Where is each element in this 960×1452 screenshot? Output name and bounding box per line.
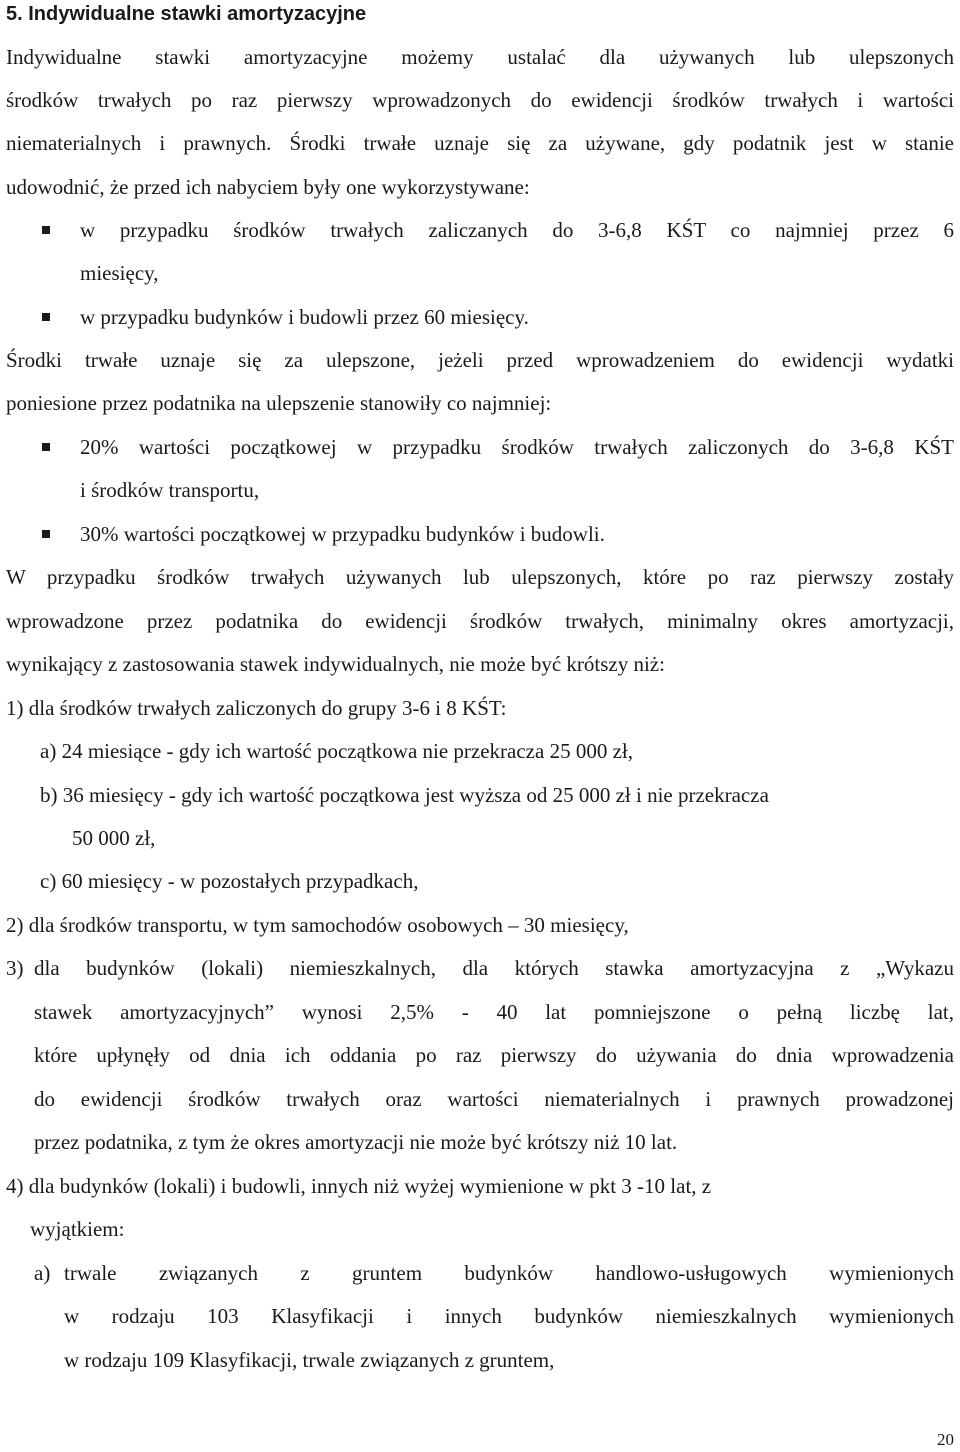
intro-line-4: udowodnić, że przed ich nabyciem były one wykorzystywane: bbox=[6, 175, 530, 199]
item-4-a-line-1: trwale związanych z gruntem budynków handlowo-usługowych wymienionych bbox=[64, 1261, 954, 1285]
item-1: 1) dla środków trwałych zaliczonych do grupy 3-6 i 8 KŚT: bbox=[6, 696, 507, 720]
minimum-intro-line-3: wynikający z zastosowania stawek indywidualnych, nie może być krótszy niż: bbox=[6, 652, 665, 676]
improved-bullet-1-line-1: 20% wartości początkowej w przypadku środków trwałych zaliczonych do 3-6,8 KŚT bbox=[80, 435, 954, 459]
item-3-line-1: dla budynków (lokali) niemieszkalnych, dla których stawka amortyzacyjna z „Wykazu bbox=[34, 956, 954, 980]
square-bullet-icon bbox=[42, 313, 50, 321]
square-bullet-icon bbox=[42, 226, 50, 234]
item-4-line-2: wyjątkiem: bbox=[30, 1217, 125, 1241]
intro-line-3: niematerialnych i prawnych. Środki trwałe uznaje się za używane, gdy podatnik jest w stanie bbox=[6, 131, 954, 155]
square-bullet-icon bbox=[42, 443, 50, 451]
intro-line-1: Indywidualne stawki amortyzacyjne możemy ustalać dla używanych lub ulepszonych bbox=[6, 45, 954, 69]
item-2: 2) dla środków transportu, w tym samochodów osobowych – 30 miesięcy, bbox=[6, 913, 629, 937]
item-4-line-1: 4) dla budynków (lokali) i budowli, innych niż wyżej wymienione w pkt 3 -10 lat, z bbox=[6, 1174, 712, 1198]
item-4-a-line-2: w rodzaju 103 Klasyfikacji i innych budynków niemieszkalnych wymienionych bbox=[64, 1304, 954, 1328]
improved-intro-line-2: poniesione przez podatnika na ulepszenie stanowiły co najmniej: bbox=[6, 391, 552, 415]
improved-bullet-2-line-1: 30% wartości początkowej w przypadku budynków i budowli. bbox=[80, 522, 605, 546]
item-3-label: 3) bbox=[6, 956, 24, 980]
intro-line-2: środków trwałych po raz pierwszy wprowadzonych do ewidencji środków trwałych i wartości bbox=[6, 88, 954, 112]
item-1-a: a) 24 miesiące - gdy ich wartość początkowa nie przekracza 25 000 zł, bbox=[40, 739, 633, 763]
item-1-b-line-1: b) 36 miesięcy - gdy ich wartość początkowa jest wyższa od 25 000 zł i nie przekracza bbox=[40, 783, 769, 807]
square-bullet-icon bbox=[42, 530, 50, 538]
minimum-intro-line-1: W przypadku środków trwałych używanych lub ulepszonych, które po raz pierwszy zostały bbox=[6, 565, 954, 589]
item-1-b-line-2: 50 000 zł, bbox=[72, 826, 156, 850]
item-3-line-3: które upłynęły od dnia ich oddania po raz pierwszy do używania do dnia wprowadzenia bbox=[34, 1043, 954, 1067]
minimum-intro-line-2: wprowadzone przez podatnika do ewidencji środków trwałych, minimalny okres amortyzacji, bbox=[6, 609, 954, 633]
used-bullet-1-line-1: w przypadku środków trwałych zaliczanych do 3-6,8 KŚT co najmniej przez 6 bbox=[80, 218, 954, 242]
item-3-line-5: przez podatnika, z tym że okres amortyzacji nie może być krótszy niż 10 lat. bbox=[34, 1130, 678, 1154]
page-number: 20 bbox=[937, 1430, 954, 1449]
item-1-c: c) 60 miesięcy - w pozostałych przypadkach, bbox=[40, 869, 419, 893]
improved-intro-line-1: Środki trwałe uznaje się za ulepszone, jeżeli przed wprowadzeniem do ewidencji wydatki bbox=[6, 348, 954, 372]
item-3-line-4: do ewidencji środków trwałych oraz wartości niematerialnych i prawnych prowadzonej bbox=[34, 1087, 954, 1111]
item-3-line-2: stawek amortyzacyjnych” wynosi 2,5% - 40 lat pomniejszone o pełną liczbę lat, bbox=[34, 1000, 954, 1024]
used-bullet-2-line-1: w przypadku budynków i budowli przez 60 miesięcy. bbox=[80, 305, 529, 329]
improved-bullet-1-line-2: i środków transportu, bbox=[80, 478, 260, 502]
item-4-a-label: a) bbox=[34, 1261, 51, 1285]
item-4-a-line-3: w rodzaju 109 Klasyfikacji, trwale związanych z gruntem, bbox=[64, 1348, 555, 1372]
section-heading: 5. Indywidualne stawki amortyzacyjne bbox=[6, 3, 367, 25]
used-bullet-1-line-2: miesięcy, bbox=[80, 261, 159, 285]
